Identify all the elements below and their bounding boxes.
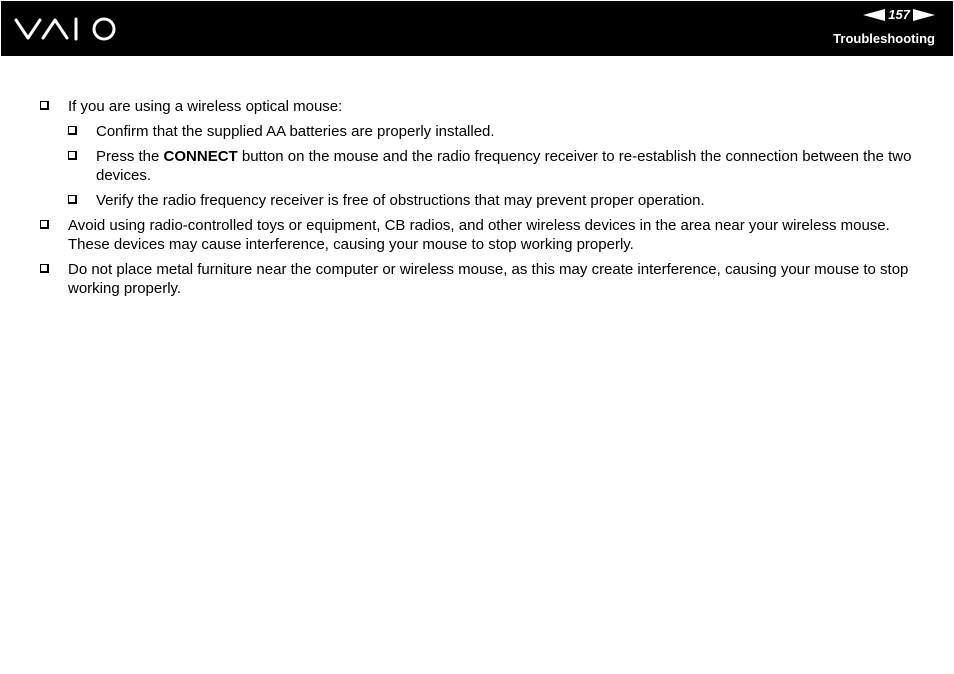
item-text: Verify the radio frequency receiver is free of obstructions that may prevent proper operation.: [96, 192, 705, 209]
page-navigation: [863, 7, 935, 23]
list-item: [40, 97, 915, 116]
vaio-logo-icon: [13, 15, 121, 43]
item-text: If you are using a wireless optical mouse:: [68, 98, 343, 115]
list-item: [40, 260, 915, 298]
page-number: 157: [888, 7, 910, 22]
checkbox-bullet-icon: [68, 195, 77, 204]
list-item: [68, 191, 915, 210]
arrow-left-icon[interactable]: [863, 9, 885, 21]
section-title: Troubleshooting: [833, 31, 935, 46]
arrow-right-icon[interactable]: [913, 9, 935, 21]
item-text-after: button on the mouse and the radio frequency receiver to re-establish the connection between the two devices.: [96, 148, 912, 184]
list-item: [40, 216, 915, 254]
list-item: [68, 147, 915, 185]
checkbox-bullet-icon: [40, 101, 49, 110]
document-body: [40, 97, 915, 304]
page-header: [1, 1, 953, 56]
item-text: Avoid using radio-controlled toys or equipment, CB radios, and other wireless devices in the area near your wireless mouse. These devices may cause interference, causing your mouse to stop working properly.: [68, 217, 890, 253]
connect-button-label: CONNECT: [163, 148, 238, 165]
item-text: Confirm that the supplied AA batteries are properly installed.: [96, 123, 495, 140]
item-text: Do not place metal furniture near the computer or wireless mouse, as this may create interference, causing your mouse to stop working properly.: [68, 261, 909, 297]
item-text-before: Press the: [96, 148, 164, 165]
checkbox-bullet-icon: [40, 220, 49, 229]
list-item: [68, 122, 915, 141]
checkbox-bullet-icon: [68, 126, 77, 135]
checkbox-bullet-icon: [40, 264, 49, 273]
checkbox-bullet-icon: [68, 151, 77, 160]
